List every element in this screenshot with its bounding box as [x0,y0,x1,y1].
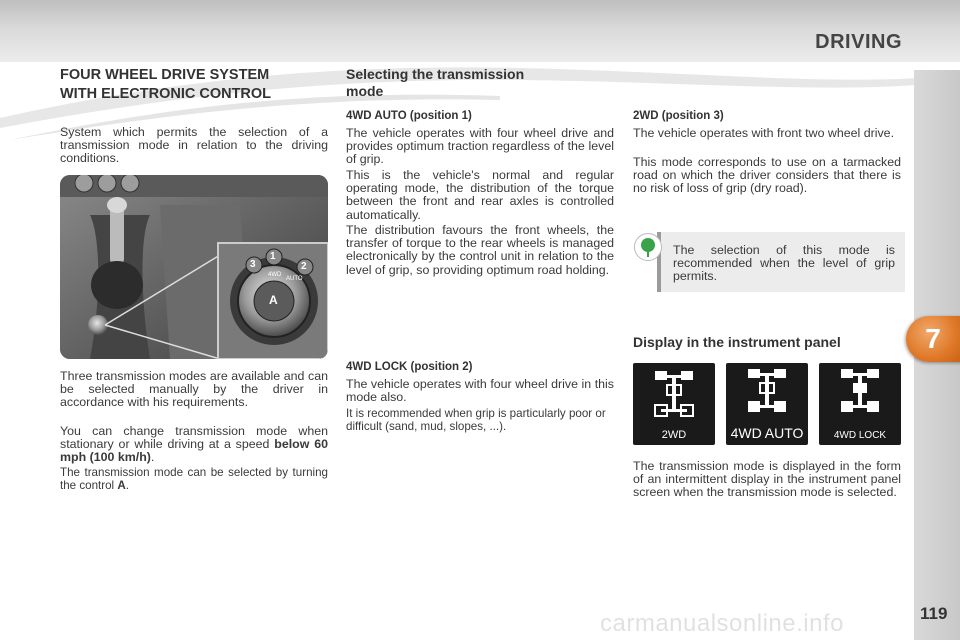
display-paragraph: The transmission mode is displayed in the form of an intermittent display in the instrument panel screen when the transmission mode is selected. [633,459,901,500]
speed-paragraph [60,425,328,465]
4wd-auto-heading: 4WD AUTO (position 1) [346,110,472,122]
position-3-label: 3 [250,259,256,270]
intro-text: System which permits the selection of a transmission mode in relation to the driving conditions. [60,125,328,166]
2wd-p1: The vehicle operates with front two wheel drive. [633,126,895,140]
2wd-p2: This mode corresponds to use on a tarmacked road on which the driver considers that there is no risk of loss of grip (dry road). [633,155,901,196]
control-paragraph [60,466,328,492]
speed-limit: below 60 mph (100 km/h) [60,437,328,465]
panel-4wd-lock-label: 4WD LOCK [833,430,887,441]
page-number: 119 [920,604,948,623]
4wd-lock-p2: It is recommended when grip is particularly poor or difficult (sand, mud, slopes, ...). [346,407,606,433]
4wd-auto-p2: This is the vehicle's normal and regular operating mode, the distribution of the torque between the front and rear axles is controlled automatically. [346,168,614,222]
watermark: carmanualsonline.info [600,610,844,637]
modes-paragraph: Three transmission modes are available and can be selected manually by the driver in accordance with his requirements. [60,369,328,410]
speed-end: . [150,450,155,465]
eco-leaf-icon [634,233,662,261]
speed-text: You can change transmission mode when stationary or while driving at a speed [60,424,328,452]
4wd-auto-p1: The vehicle operates with four wheel drive and provides optimum traction regardless of the level of grip. [346,126,614,167]
2wd-heading: 2WD (position 3) [633,110,724,122]
main-title-line1: FOUR WHEEL DRIVE SYSTEM [60,67,270,83]
panel-4wd-lock [819,363,901,445]
panel-4wd-auto-label: 4WD AUTO [730,425,804,441]
section-title: DRIVING [815,31,902,53]
main-title-line2: WITH ELECTRONIC CONTROL [60,86,272,102]
panel-4wd-auto [726,363,808,445]
4wd-lock-p1: The vehicle operates with four wheel drive in this mode also. [346,377,614,405]
dial-auto-label: AUTO [286,276,303,282]
note-text: The selection of this mode is recommended when the level of grip permits. [673,243,895,284]
control-a-label: A [269,293,278,307]
4wd-auto-p3: The distribution favours the front wheels, the transfer of torque to the rear wheels is managed electronically by the control unit in relation to the level of grip, so providing optimum road holding. [346,223,614,277]
selecting-heading-line2: mode [346,83,384,99]
selecting-heading [346,66,596,100]
selecting-heading-line1: Selecting the transmission [346,66,525,82]
panel-2wd-label: 2WD [661,429,687,441]
control-letter: A [117,479,126,492]
chapter-tab[interactable]: 7 [906,316,960,362]
dial-4wd-label: 4WD [268,272,282,278]
control-text: The transmission mode can be selected by turning the control [60,466,328,492]
panel-2wd [633,363,715,445]
transmission-control-photo [60,175,328,359]
position-1-label: 1 [270,251,276,262]
control-end: . [125,479,129,492]
position-2-label: 2 [301,261,307,272]
4wd-lock-heading: 4WD LOCK (position 2) [346,361,473,373]
main-title [60,66,330,104]
display-heading: Display in the instrument panel [633,334,841,350]
